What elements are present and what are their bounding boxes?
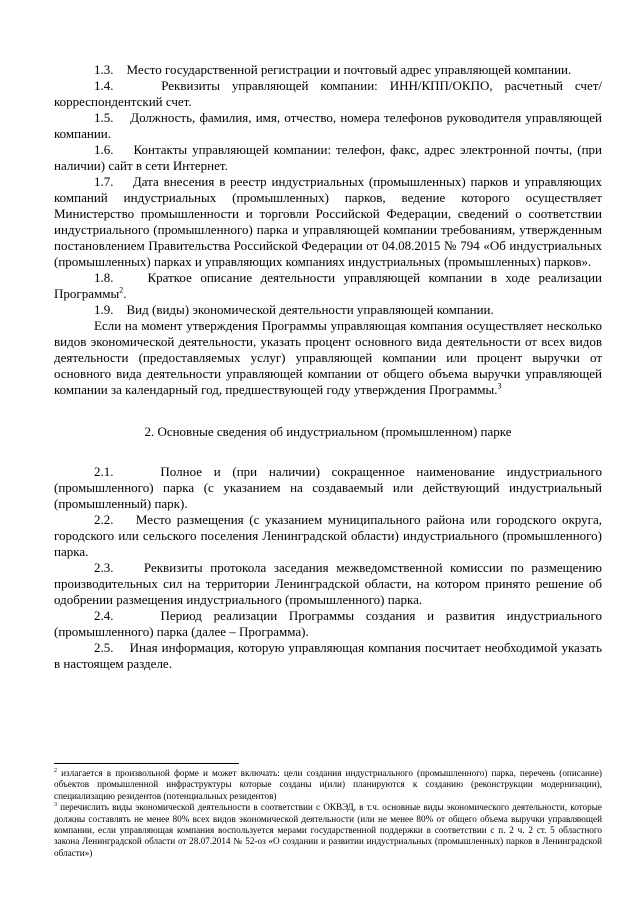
item-1-5 [54, 110, 602, 142]
item-number: 1.9. [94, 302, 114, 317]
item-2-1 [54, 464, 602, 512]
item-number: 2.2. [94, 512, 114, 527]
item-text: Реквизиты протокола заседания межведомственной комиссии по размещению производительных сил на территории Ленинградской области, на котором принято решение об одобрении размещения индустриального (промышленного) парка. [54, 560, 603, 607]
item-text: Реквизиты управляющей компании: ИНН/КПП/ОКПО, расчетный счет/корреспондентский счет. [54, 78, 603, 109]
item-number: 1.8. [94, 270, 114, 285]
footnote-2 [54, 768, 602, 802]
item-2-5 [54, 640, 602, 672]
item-text: Место размещения (с указанием муниципального района или городского округа, городского или сельского поселения Ленинградской области) индустриального (промышленного) парка. [54, 512, 602, 559]
document-body [54, 62, 602, 672]
item-number: 2.1. [94, 464, 114, 479]
item-number: 2.5. [94, 640, 114, 655]
footnote-ref-2[interactable]: 2 [119, 285, 124, 295]
footnote-mark: 2 [54, 767, 57, 774]
item-number: 2.4. [94, 608, 114, 623]
item-1-8 [54, 270, 602, 302]
item-1-7 [54, 174, 602, 270]
item-text: Место государственной регистрации и почтовый адрес управляющей компании. [126, 62, 572, 77]
item-text: Вид (виды) экономической деятельности управляющей компании. [126, 302, 494, 317]
footnote-separator [54, 763, 239, 764]
item-text: Контакты управляющей компании: телефон, факс, адрес электронной почты, (при наличии) сайт в сети Интернет. [54, 142, 602, 173]
paragraph-text: Если на момент утверждения Программы управляющая компания осуществляет несколько видов экономической деятельности, указать процент основного вида деятельности от всех видов деятельности (предоставляемых услуг) управляющей компании или процент выручки от основного вида деятельности управляющей компании от общего объема выручки управляющей компании за календарный год, предшествующей году утверждения Программы. [54, 318, 602, 397]
item-number: 1.5. [94, 110, 114, 125]
item-text: Краткое описание деятельности управляющей компании в ходе реализации Программы [54, 270, 603, 301]
item-2-4 [54, 608, 602, 640]
footnote-ref-3[interactable]: 3 [497, 381, 502, 391]
item-text: Должность, фамилия, имя, отчество, номера телефонов руководителя управляющей компании. [54, 110, 603, 141]
item-number: 1.3. [94, 62, 114, 77]
item-number: 2.3. [94, 560, 114, 575]
footnote-3 [54, 802, 602, 859]
footnote-mark: 3 [54, 802, 57, 809]
item-1-6 [54, 142, 602, 174]
item-1-3 [54, 62, 602, 78]
item-1-9 [54, 302, 602, 318]
item-2-3 [54, 560, 602, 608]
item-number: 1.7. [94, 174, 114, 189]
footnotes [54, 768, 602, 859]
item-text: Полное и (при наличии) сокращенное наименование индустриального (промышленного) парка (с указанием на создаваемый или действующий индустриальный (промышленный) парк). [54, 464, 603, 511]
section2-heading: 2. Основные сведения об индустриальном (промышленном) парке [144, 424, 512, 439]
item-number: 1.4. [94, 78, 114, 93]
item-2-2 [54, 512, 602, 560]
item-1-4 [54, 78, 602, 110]
section1-paragraph [54, 318, 602, 398]
item-text: Иная информация, которую управляющая компания посчитает необходимой указать в настоящем разделе. [54, 640, 603, 671]
footnote-text: излагается в произвольной форме и может включать: цели создания индустриального (промышленного) парка, перечень (описание) объектов промышленной инфраструктуры которые созданы и(или) планируются к созданию (реконструкции модернизации), специализацию резидентов (потенциальных резидентов) [54, 768, 602, 801]
item-tail: . [123, 286, 127, 301]
item-text: Дата внесения в реестр индустриальных (промышленных) парков и управляющих компаний индустриальных (промышленных) парков, ведение которого осуществляет Министерство промышленности и торговли Российской Федерации, сведений о соответствии индустриального (промышленного) парка и управляющей компании требованиям, утвержденным постановлением Правительства Российской Федерации от 04.08.2015 № 794 «Об индустриальных (промышленных) парках и управляющих компаниях индустриальных (промышленных) парков». [54, 174, 602, 269]
item-text: Период реализации Программы создания и развития индустриального (промышленного) парка (далее – Программа). [54, 608, 603, 639]
item-number: 1.6. [94, 142, 114, 157]
footnote-text: перечислить виды экономической деятельности в соответствии с ОКВЭД, в т.ч. основные виды экономического деятельности, которые должны составлять не менее 80% всех видов экономической деятельности (или не менее 80% от общего объема выручки управляющей компании, если управляющая компания воспользуется мерами государственной поддержки в соответствии с п. 2 ч. 2 ст. 5 областного закона Ленинградской области от 28.07.2014 № 52-оз «О создании и развитии индустриальных (промышленных) парков в Ленинградской области») [54, 802, 602, 858]
